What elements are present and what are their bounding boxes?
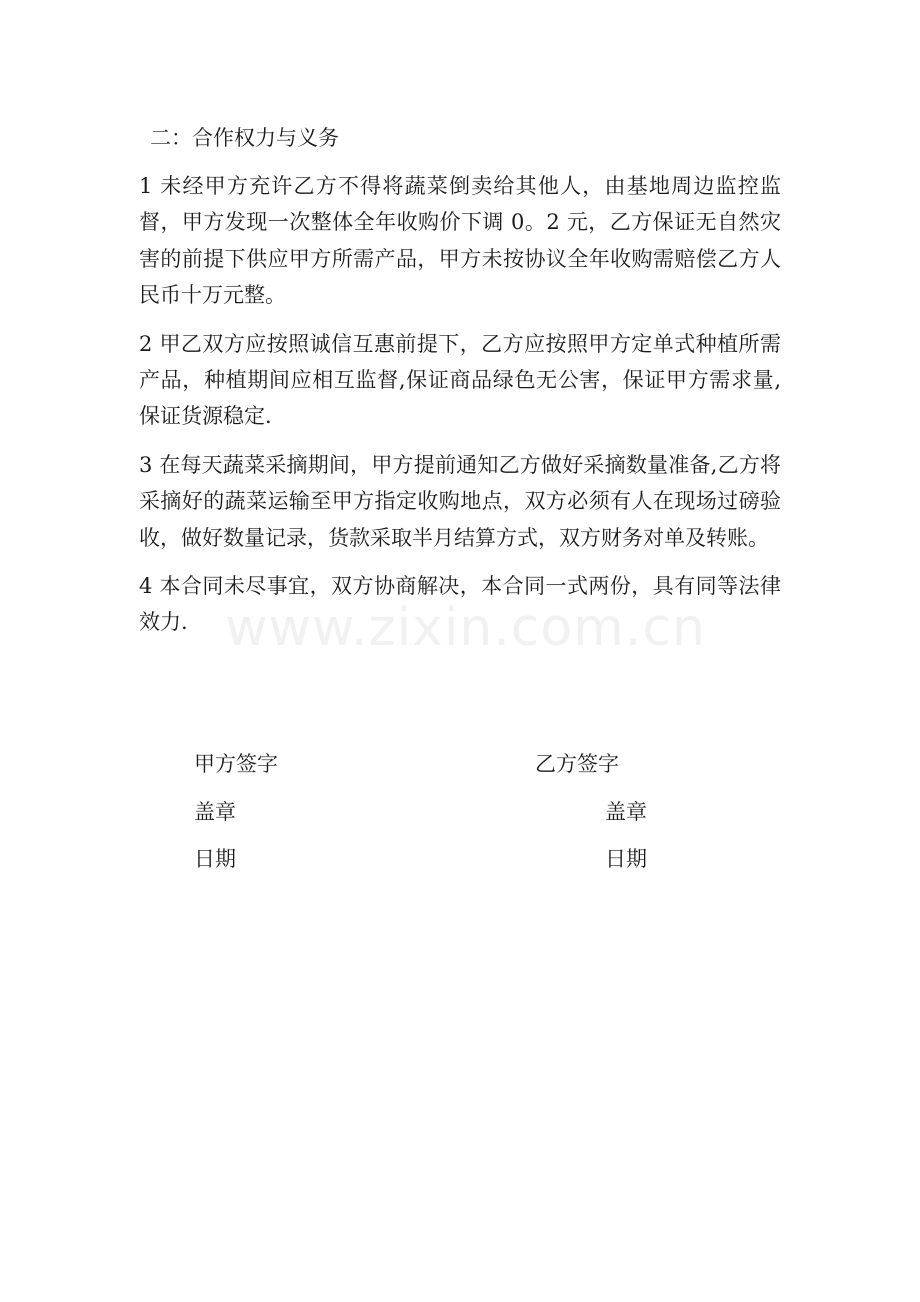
party-b-seal-label: 盖章 (605, 800, 647, 824)
party-a-signature-label: 甲方签字 (194, 752, 278, 776)
watermark-text: www.zixin.com.cn (225, 598, 706, 658)
clause-list (139, 168, 781, 653)
section-title: 二：合作权力与义务 (150, 126, 339, 150)
party-b-signature-label: 乙方签字 (535, 752, 619, 776)
party-a-date-label: 日期 (194, 847, 236, 871)
clause-4: 4 本合同未尽事宜，双方协商解决，本合同一式两份，具有同等法律效力. (139, 574, 781, 635)
party-a-seal-label: 盖章 (194, 800, 236, 824)
clause-3: 3 在每天蔬菜采摘期间，甲方提前通知乙方做好采摘数量准备,乙方将采摘好的蔬菜运输至甲方指定收购地点，双方必须有人在现场过磅验收，做好数量记录，货款采取半月结算方式，双方财务对单及转账。 (139, 452, 781, 550)
clause-2: 2 甲乙双方应按照诚信互惠前提下，乙方应按照甲方定单式种植所需产品，种植期间应相互监督,保证商品绿色无公害，保证甲方需求量,保证货源稳定. (139, 331, 781, 429)
party-b-date-label: 日期 (605, 847, 647, 871)
clause-1: 1 未经甲方充许乙方不得将蔬菜倒卖给其他人，由基地周边监控监督，甲方发现一次整体全年收购价下调 0。2 元，乙方保证无自然灾害的前提下供应甲方所需产品，甲方未按协议全年收购需赔偿乙方人民币十万元整。 (139, 174, 781, 308)
